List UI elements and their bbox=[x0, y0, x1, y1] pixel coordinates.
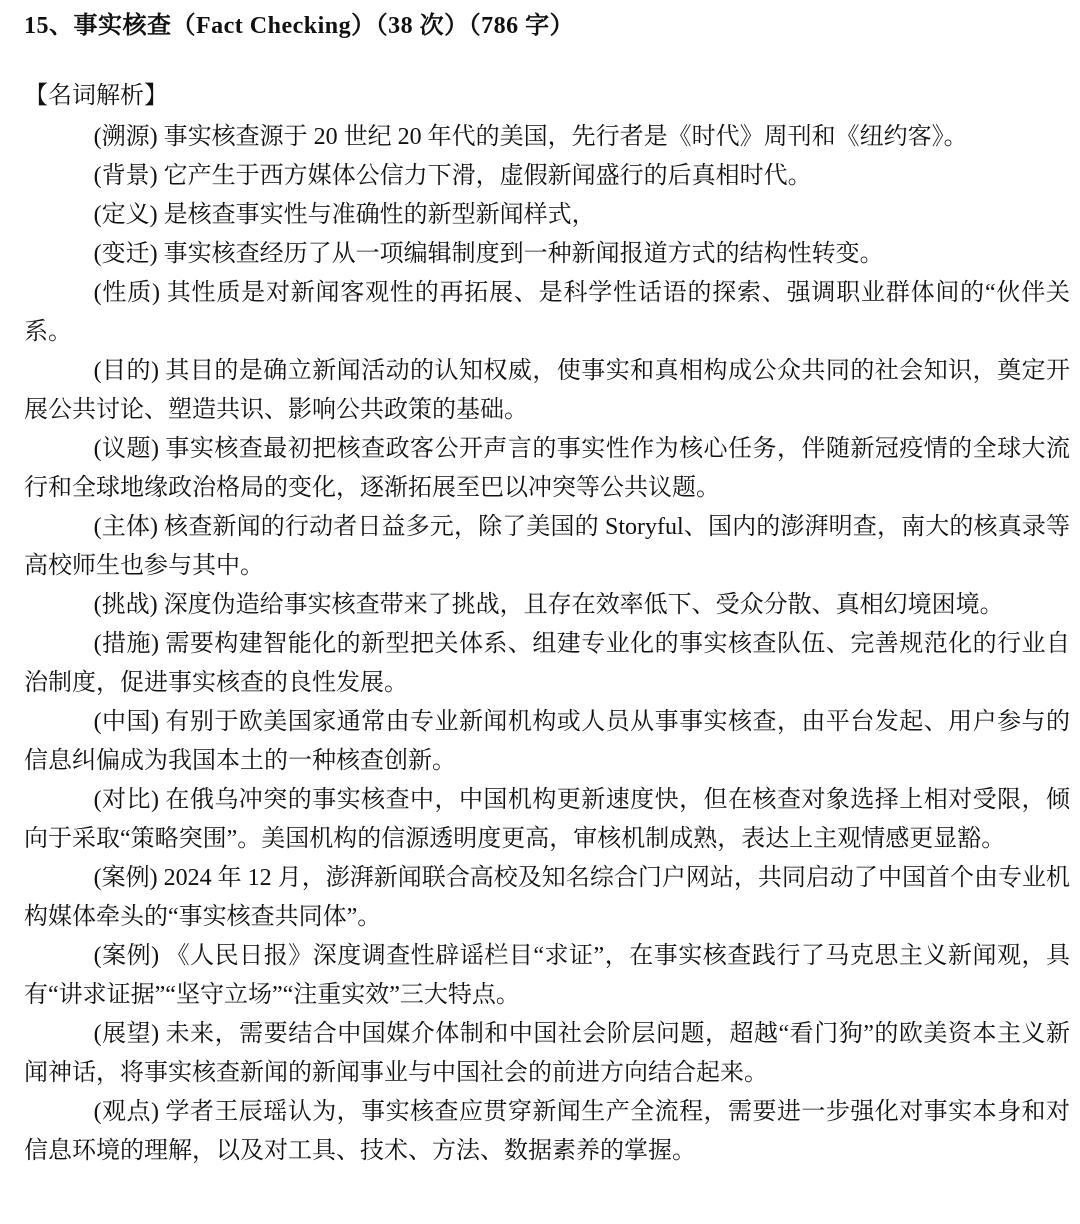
paragraph-tag: (主体) bbox=[93, 514, 159, 540]
paragraph-text: 《人民日报》深度调查性辟谣栏目“求证”，在事实核查践行了马克思主义新闻观，具有“讲求证据”“坚守立场”“注重实效”三大特点。 bbox=[24, 943, 1070, 1008]
paragraph-tag: (挑战) bbox=[93, 592, 158, 618]
paragraph-text: 是核查事实性与准确性的新型新闻样式， bbox=[157, 202, 596, 228]
paragraph-tag: (定义) bbox=[93, 202, 158, 228]
paragraph-viewpoint bbox=[24, 1093, 1070, 1171]
paragraph-tag: (观点) bbox=[93, 1099, 159, 1125]
paragraph-text: 需要构建智能化的新型把关体系、组建专业化的事实核查队伍、完善规范化的行业自治制度，促进事实核查的良性发展。 bbox=[24, 631, 1071, 696]
paragraph-china bbox=[24, 703, 1070, 781]
paragraph-actors bbox=[24, 508, 1070, 586]
section-heading: 【名词解析】 bbox=[24, 83, 168, 109]
paragraph-challenges bbox=[24, 586, 1070, 625]
paragraph-case-1 bbox=[24, 859, 1070, 937]
paragraph-tag: (议题) bbox=[93, 436, 159, 462]
paragraph-measures bbox=[24, 625, 1070, 703]
paragraph-tag: (案例) bbox=[93, 943, 160, 969]
entry-title: 15、事实核查（Fact Checking）（38 次）（786 字） bbox=[24, 13, 575, 39]
paragraph-tag: (变迁) bbox=[93, 241, 158, 267]
paragraph-text: 它产生于西方媒体公信力下滑，虚假新闻盛行的后真相时代。 bbox=[157, 163, 812, 189]
paragraph-text: 2024 年 12 月，澎湃新闻联合高校及知名综合门户网站，共同启动了中国首个由专业机构媒体牵头的“事实核查共同体”。 bbox=[24, 865, 1071, 930]
paragraph-text: 未来，需要结合中国媒介体制和中国社会阶层问题，超越“看门狗”的欧美资本主义新闻神话，将事实核查新闻的新闻事业与中国社会的前进方向结合起来。 bbox=[24, 1021, 1070, 1086]
paragraph-outlook bbox=[24, 1015, 1070, 1093]
paragraph-nature bbox=[24, 274, 1070, 352]
paragraph-tag: (措施) bbox=[93, 631, 159, 657]
paragraph-background bbox=[24, 157, 1070, 196]
paragraph-text: 深度伪造给事实核查带来了挑战，且存在效率低下、受众分散、真相幻境困境。 bbox=[157, 592, 1004, 618]
paragraph-text: 学者王辰瑶认为，事实核查应贯穿新闻生产全流程，需要进一步强化对事实本身和对信息环境的理解，以及对工具、技术、方法、数据素养的掌握。 bbox=[24, 1099, 1071, 1164]
paragraph-tag: (溯源) bbox=[93, 124, 158, 150]
paragraph-tag: (背景) bbox=[93, 163, 158, 189]
paragraph-tag: (性质) bbox=[93, 280, 160, 306]
paragraph-text: 事实核查最初把核查政客公开声言的事实性作为核心任务，伴随新冠疫情的全球大流行和全球地缘政治格局的变化，逐渐拓展至巴以冲突等公共议题。 bbox=[24, 436, 1071, 501]
paragraph-text: 事实核查经历了从一项编辑制度到一种新闻报道方式的结构性转变。 bbox=[157, 241, 884, 267]
paragraph-tag: (目的) bbox=[93, 358, 159, 384]
paragraph-tag: (案例) bbox=[93, 865, 158, 891]
paragraph-text: 在俄乌冲突的事实核查中，中国机构更新速度快，但在核查对象选择上相对受限，倾向于采取“策略突围”。美国机构的信源透明度更高，审核机制成熟，表达上主观情感更显豁。 bbox=[24, 787, 1071, 852]
paragraph-comparison bbox=[24, 781, 1070, 859]
paragraph-text: 其性质是对新闻客观性的再拓展、是科学性话语的探索、强调职业群体间的“伙伴关系。 bbox=[24, 280, 1071, 345]
paragraph-definition bbox=[24, 196, 1070, 235]
paragraph-purpose bbox=[24, 352, 1070, 430]
paragraph-topics bbox=[24, 430, 1070, 508]
definition-body bbox=[24, 118, 1070, 1171]
paragraph-change bbox=[24, 235, 1070, 274]
paragraph-text: 核查新闻的行动者日益多元，除了美国的 Storyful、国内的澎湃明查，南大的核真录等高校师生也参与其中。 bbox=[24, 514, 1071, 579]
paragraph-text: 其目的是确立新闻活动的认知权威，使事实和真相构成公众共同的社会知识，奠定开展公共讨论、塑造共识、影响公共政策的基础。 bbox=[24, 358, 1071, 423]
paragraph-case-2 bbox=[24, 937, 1070, 1015]
paragraph-origin bbox=[24, 118, 1070, 157]
paragraph-tag: (对比) bbox=[93, 787, 159, 813]
paragraph-tag: (展望) bbox=[93, 1021, 160, 1047]
paragraph-text: 事实核查源于 20 世纪 20 年代的美国，先行者是《时代》周刊和《纽约客》。 bbox=[157, 124, 968, 150]
paragraph-tag: (中国) bbox=[93, 709, 159, 735]
paragraph-text: 有别于欧美国家通常由专业新闻机构或人员从事事实核查，由平台发起、用户参与的信息纠偏成为我国本土的一种核查创新。 bbox=[24, 709, 1071, 774]
